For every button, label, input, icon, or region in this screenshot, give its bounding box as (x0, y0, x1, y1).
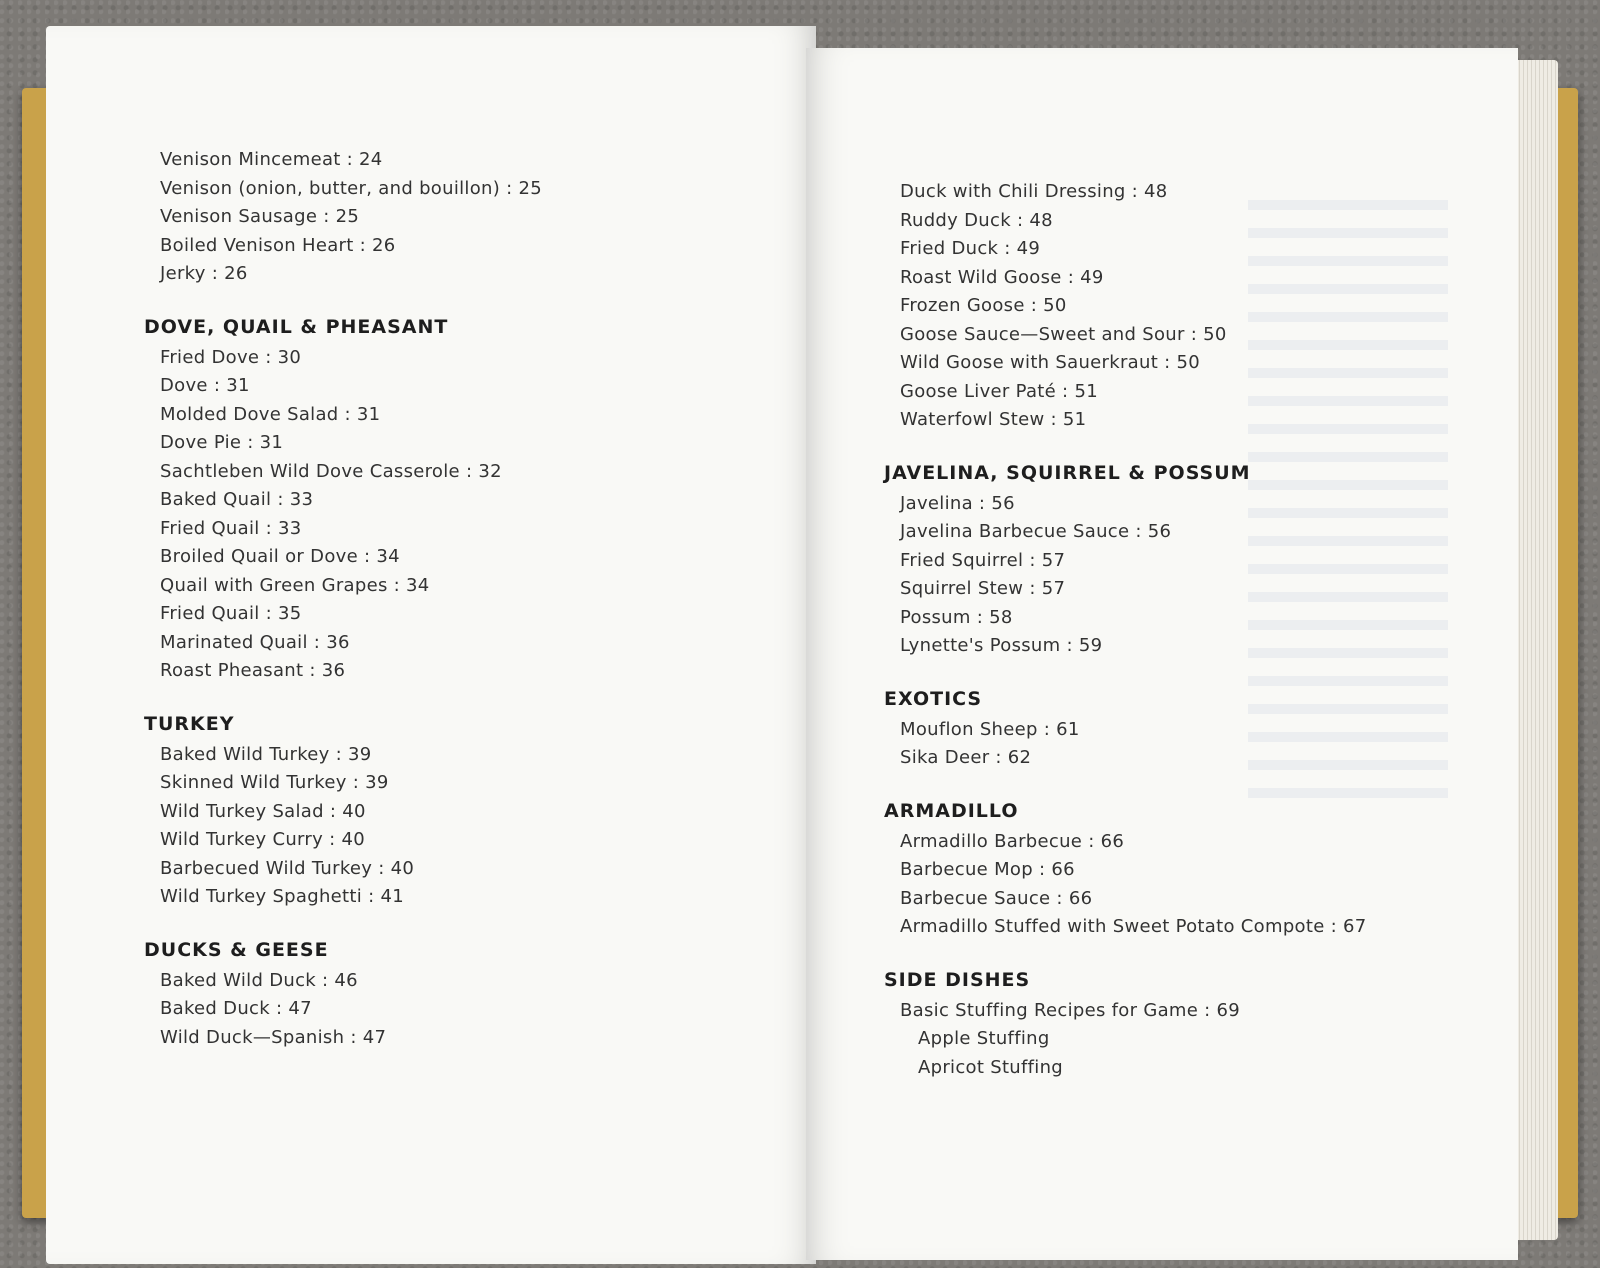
contents-entry: Possum : 58 (900, 606, 1013, 628)
contents-entry: Armadillo Barbecue : 66 (900, 830, 1125, 852)
contents-entry: Barbecue Mop : 66 (900, 859, 1075, 880)
contents-entry: Wild Goose with Sauerkraut : 50 (900, 352, 1200, 373)
section-heading: ARMADILLO (884, 799, 1019, 822)
contents-entry: Skinned Wild Turkey : 39 (160, 772, 389, 793)
contents-entry: Baked Quail : 33 (160, 489, 314, 510)
dove-quail-pheasant-section (144, 313, 542, 686)
contents-entry: Boiled Venison Heart : 26 (160, 234, 396, 256)
contents-entry: Fried Squirrel : 57 (900, 549, 1066, 571)
contents-entry: Mouflon Sheep : 61 (900, 718, 1080, 740)
contents-entry: Fried Quail : 35 (160, 603, 302, 624)
contents-entry: Wild Turkey Spaghetti : 41 (160, 886, 404, 907)
turkey-section (144, 710, 542, 912)
contents-entry: Jerky : 26 (160, 263, 248, 284)
contents-entry: Sika Deer : 62 (900, 747, 1032, 768)
contents-entry: Barbecue Sauce : 66 (900, 887, 1093, 909)
contents-entry: Waterfowl Stew : 51 (900, 409, 1087, 430)
contents-entry: Baked Wild Turkey : 39 (160, 743, 372, 765)
contents-entry: Broiled Quail or Dove : 34 (160, 546, 400, 567)
contents-entry: Molded Dove Salad : 31 (160, 403, 381, 425)
section-heading: DUCKS & GEESE (144, 938, 329, 961)
javelina-squirrel-possum-section (884, 459, 1367, 661)
contents-entry: Venison Mincemeat : 24 (160, 149, 383, 170)
contents-entry: Fried Dove : 30 (160, 346, 302, 368)
contents-entry: Sachtleben Wild Dove Casserole : 32 (160, 460, 502, 482)
contents-entry: Wild Turkey Curry : 40 (160, 829, 365, 850)
section-heading: SIDE DISHES (884, 968, 1031, 991)
contents-entry: Goose Liver Paté : 51 (900, 380, 1098, 402)
side-dishes-section (884, 966, 1367, 1083)
contents-entry: Frozen Goose : 50 (900, 295, 1067, 316)
venison-section (144, 146, 542, 289)
contents-entry: Marinated Quail : 36 (160, 631, 350, 653)
contents-entry: Baked Duck : 47 (160, 998, 312, 1019)
contents-entry: Wild Duck—Spanish : 47 (160, 1026, 387, 1048)
contents-entry: Barbecued Wild Turkey : 40 (160, 857, 415, 879)
armadillo-section (884, 797, 1367, 942)
ducks-geese-continued-section (884, 178, 1367, 435)
section-heading: JAVELINA, SQUIRREL & POSSUM (884, 461, 1251, 484)
contents-sub-entry: Apple Stuffing (918, 1028, 1050, 1049)
contents-entry: Roast Wild Goose : 49 (900, 266, 1104, 288)
contents-entry: Armadillo Stuffed with Sweet Potato Compote : 67 (900, 916, 1367, 937)
contents-entry: Fried Quail : 33 (160, 517, 302, 539)
contents-sub-entry: Apricot Stuffing (918, 1056, 1064, 1078)
left-page (46, 26, 816, 1264)
contents-entry: Venison (onion, butter, and bouillon) : 25 (160, 177, 542, 199)
contents-entry: Javelina Barbecue Sauce : 56 (900, 521, 1172, 542)
contents-entry: Quail with Green Grapes : 34 (160, 574, 430, 596)
contents-entry: Lynette's Possum : 59 (900, 635, 1103, 656)
contents-entry: Dove : 31 (160, 375, 250, 396)
contents-entry: Goose Sauce—Sweet and Sour : 50 (900, 323, 1227, 345)
right-contents-column (884, 178, 1367, 1106)
section-heading: DOVE, QUAIL & PHEASANT (144, 315, 449, 338)
contents-entry: Baked Wild Duck : 46 (160, 969, 358, 991)
contents-entry: Ruddy Duck : 48 (900, 209, 1053, 231)
ducks-geese-section (144, 936, 542, 1053)
section-heading: TURKEY (144, 712, 235, 735)
contents-entry: Basic Stuffing Recipes for Game : 69 (900, 999, 1241, 1021)
contents-entry: Venison Sausage : 25 (160, 206, 360, 227)
contents-entry: Wild Turkey Salad : 40 (160, 800, 366, 822)
contents-entry: Fried Duck : 49 (900, 238, 1041, 259)
contents-entry: Duck with Chili Dressing : 48 (900, 181, 1168, 202)
right-page (806, 48, 1518, 1260)
section-heading: EXOTICS (884, 687, 983, 710)
contents-entry: Javelina : 56 (900, 492, 1015, 514)
contents-entry: Squirrel Stew : 57 (900, 578, 1066, 599)
contents-entry: Roast Pheasant : 36 (160, 660, 346, 681)
exotics-section (884, 685, 1367, 773)
contents-entry: Dove Pie : 31 (160, 432, 284, 453)
left-contents-column (144, 146, 542, 1076)
